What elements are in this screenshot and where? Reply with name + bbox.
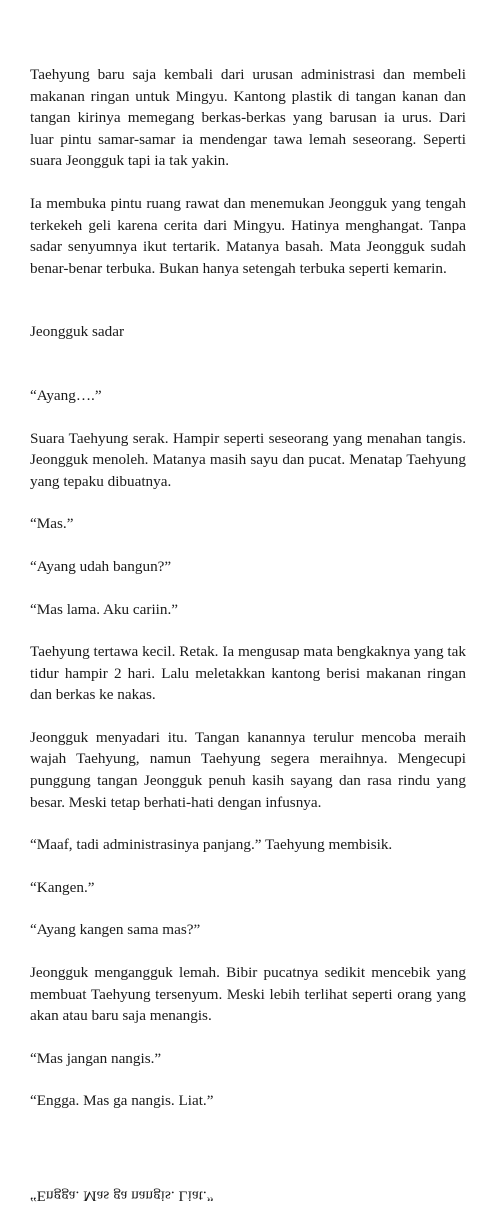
- paragraph-8: “Mas lama. Aku cariin.”: [30, 600, 179, 618]
- paragraph-3: Jeongguk sadar: [30, 323, 125, 341]
- paragraph-15: “Mas jangan nangis.”: [30, 1049, 162, 1067]
- paragraph-5: Suara Taehyung serak. Hampir seperti seseorang yang menahan tangis. Jeongguk menoleh. Matanya masih sayu dan pucat. Menatap Taehyung yang tepaku dibuatnya.: [30, 429, 466, 490]
- paragraph-4: “Ayang….”: [30, 386, 102, 404]
- paragraph-6: “Mas.”: [30, 515, 74, 533]
- paragraph-16: “Engga. Mas ga nangis. Liat.”: [30, 1092, 214, 1110]
- paragraph-7: “Ayang udah bangun?”: [30, 557, 172, 575]
- paragraph-2: Ia membuka pintu ruang rawat dan menemukan Jeongguk yang tengah terkekeh geli karena cerita dari Mingyu. Hatinya menghangat. Tanpa sadar senyumnya ikut tertarik. Matanya basah. Mata Jeongguk sudah benar-benar terbuka. Bukan hanya setengah terbuka seperti kemarin.: [30, 194, 466, 277]
- paragraph-11: “Maaf, tadi administrasinya panjang.” Taehyung membisik.: [30, 836, 393, 854]
- story-text-column: [30, 64, 466, 1112]
- paragraph-12: “Kangen.”: [30, 878, 95, 896]
- paragraph-10: Jeongguk menyadari itu. Tangan kanannya terulur mencoba meraih wajah Taehyung, namun Taehyung segera meraihnya. Mengecupi punggung tangan Jeongguk penuh kasih sayang dan rasa rindu yang besar. Meski tetap berhati-hati dengan infusnya.: [30, 728, 466, 811]
- paragraph-13: “Ayang kangen sama mas?”: [30, 921, 201, 939]
- paragraph-1: Taehyung baru saja kembali dari urusan administrasi dan membeli makanan ringan untuk Mingyu. Kantong plastik di tangan kanan dan tangan kirinya memegang berkas-berkas yang barusan ia urus. Dari luar pintu samar-samar ia mendengar tawa lemah seseorang. Seperti suara Jeongguk tapi ia tak yakin.: [30, 66, 466, 170]
- mirrored-text-fragment: “Engga. Mas ga nangis. Liat.”: [30, 1187, 214, 1205]
- paragraph-9: Taehyung tertawa kecil. Retak. Ia mengusap mata bengkaknya yang tak tidur hampir 2 hari. Lalu meletakkan kantong berisi makanan ringan dan berkas ke nakas.: [30, 643, 466, 704]
- paragraph-14: Jeongguk mengangguk lemah. Bibir pucatnya sedikit mencebik yang membuat Taehyung tersenyum. Meski lebih terlihat seperti orang yang akan atau baru saja menangis.: [30, 964, 466, 1025]
